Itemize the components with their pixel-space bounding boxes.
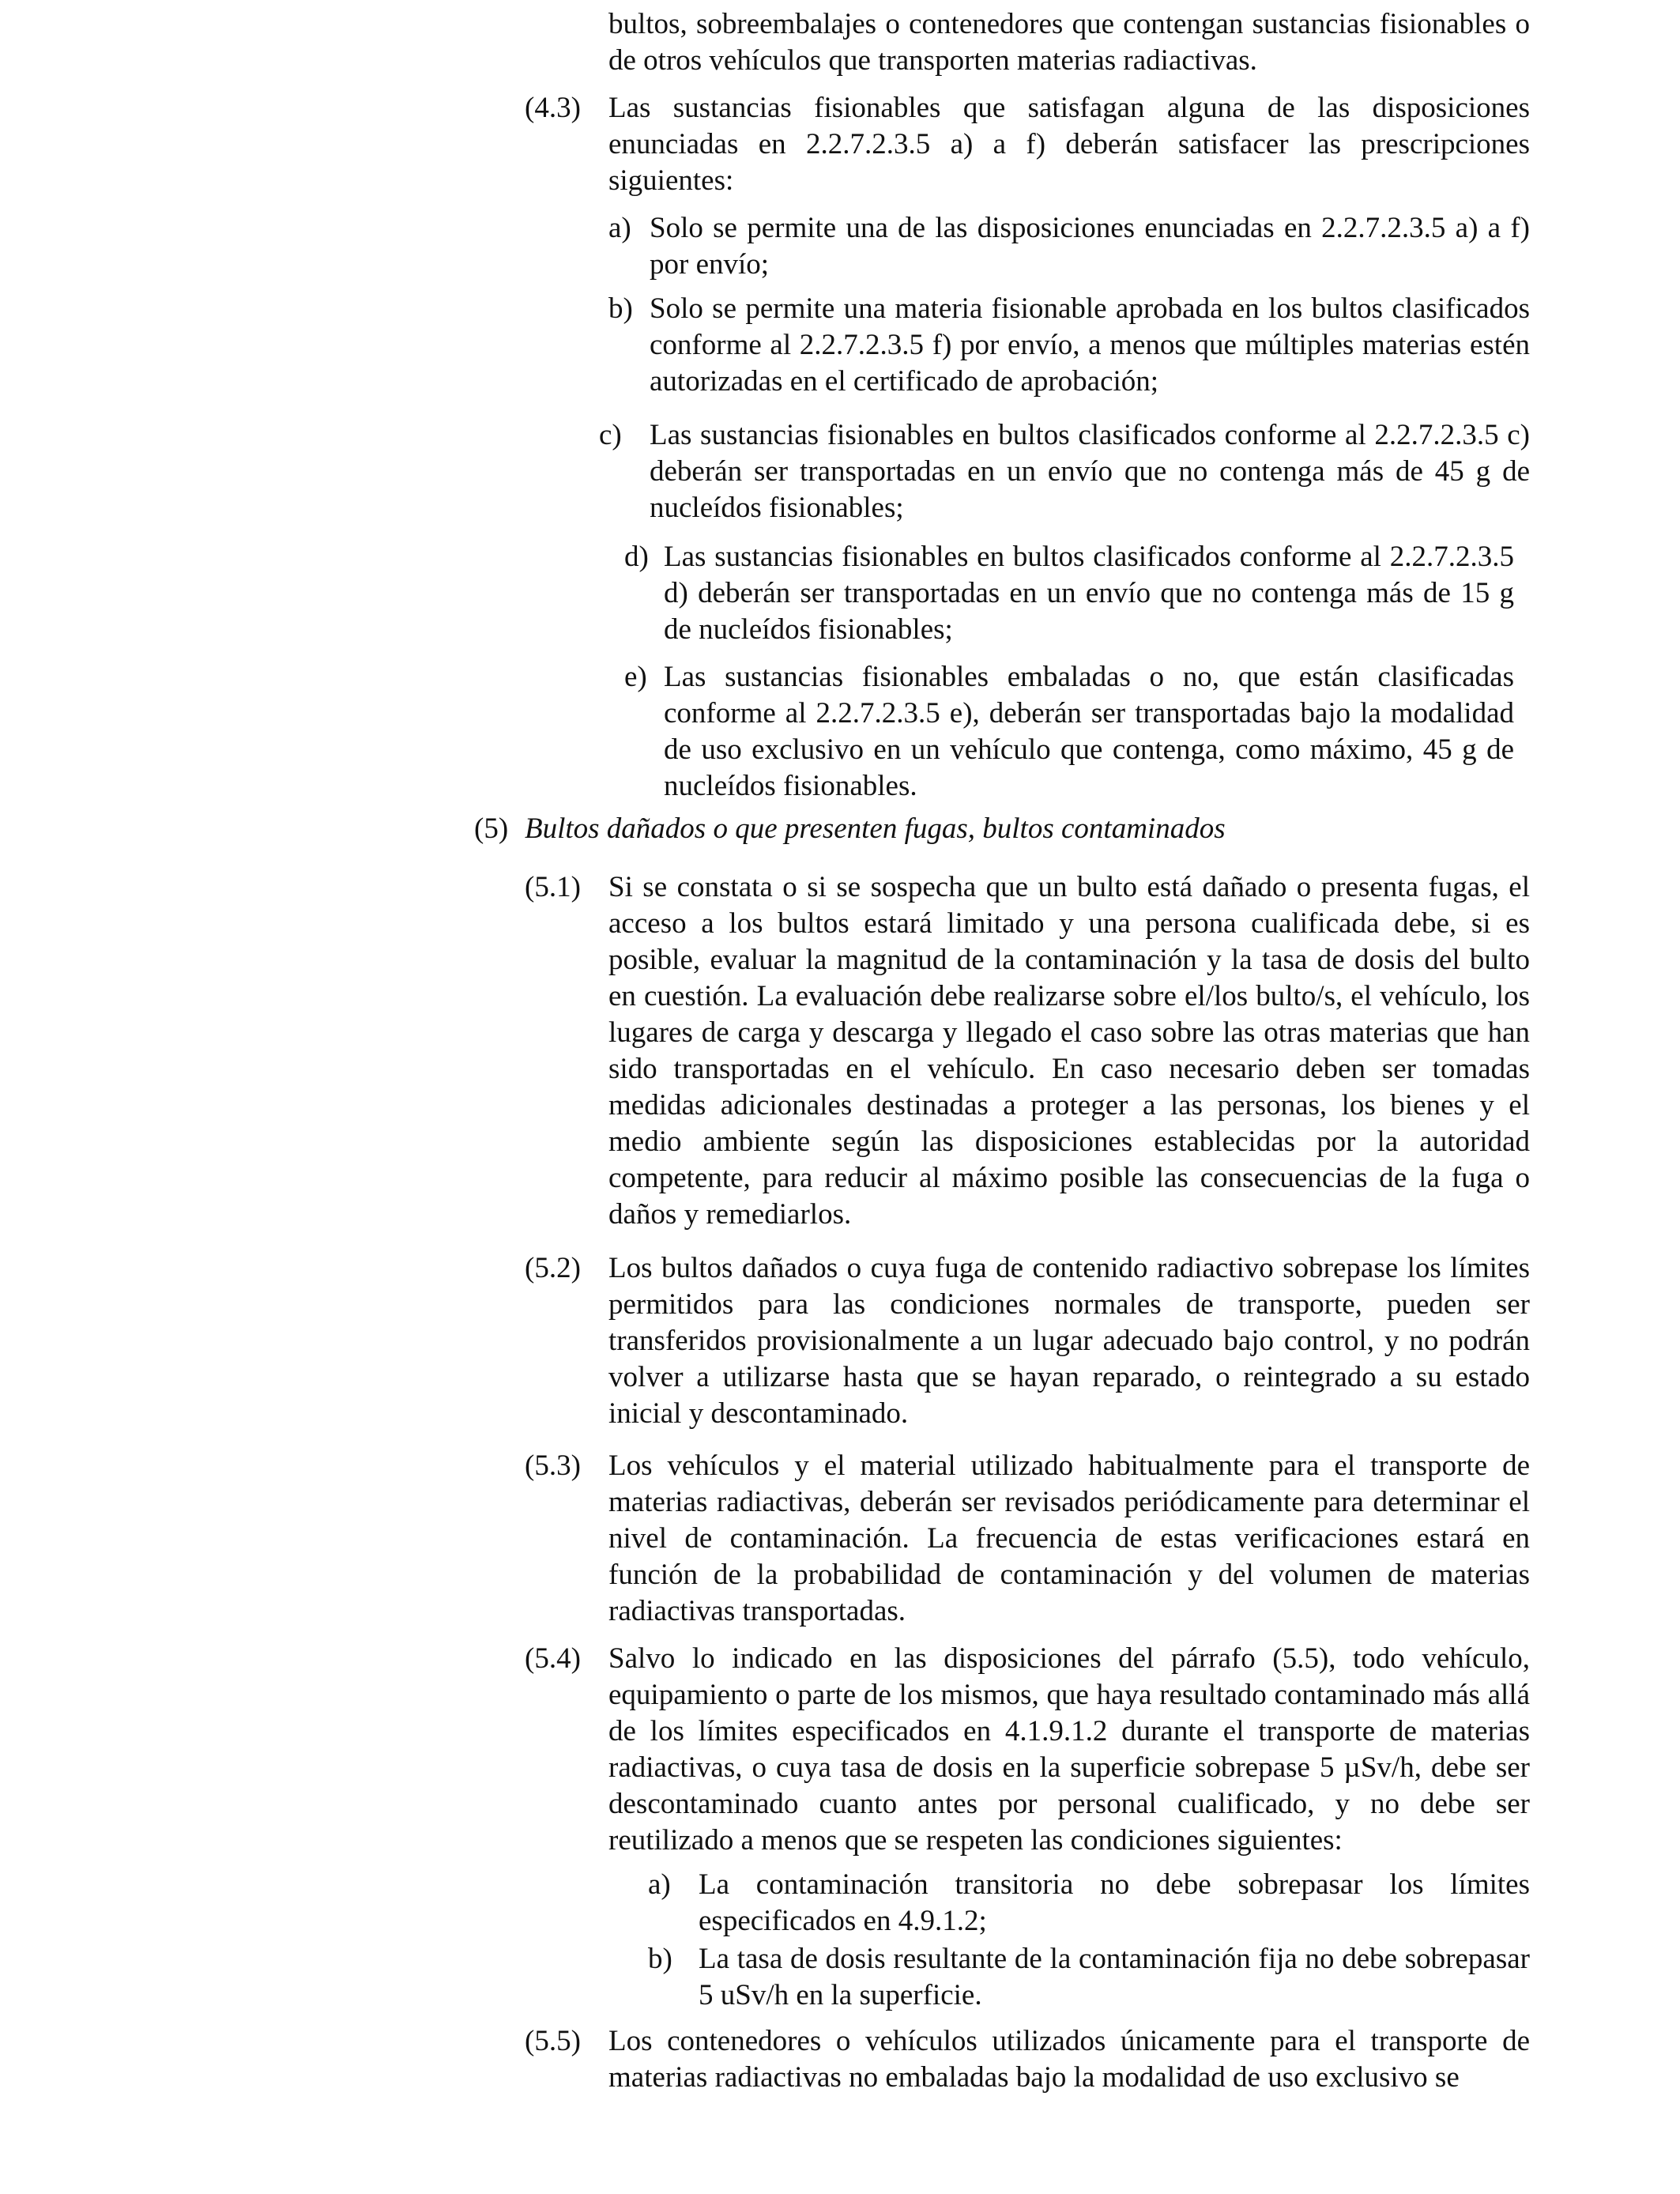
section-title-5: Bultos dañados o que presenten fugas, bultos contaminados	[525, 812, 1226, 845]
list-letter-4-3-d: d)	[624, 541, 649, 573]
section-number-5-4: (5.4)	[525, 1642, 581, 1675]
list-item-4-3-a: Solo se permite una de las disposiciones enunciadas en 2.2.7.2.3.5 a) a f) por envío;	[650, 212, 1530, 281]
list-letter-4-3-a: a)	[608, 212, 631, 244]
section-text-5-3: Los vehículos y el material utilizado habitualmente para el transporte de materias radiactivas, deberán ser revisados periódicamente para determinar el nivel de contaminación. La frecuencia de estas verificaciones estará en función de la probabilidad de contaminación y del volumen de materias radiactivas transportadas.	[608, 1449, 1530, 1627]
section-number-5-5: (5.5)	[525, 2025, 581, 2057]
list-item-4-3-c: Las sustancias fisionables en bultos clasificados conforme al 2.2.7.2.3.5 c) deberán ser transportadas en un envío que no contenga más de 45 g de nucleídos fisionables;	[650, 419, 1530, 524]
list-letter-4-3-b: b)	[608, 292, 633, 325]
continued-paragraph: bultos, sobreembalajes o contenedores que contengan sustancias fisionables o de otros vehículos que transporten materias radiactivas.	[608, 8, 1530, 77]
list-item-4-3-e: Las sustancias fisionables embaladas o no, que están clasificadas conforme al 2.2.7.2.3.5 e), deberán ser transportadas bajo la modalidad de uso exclusivo en un vehículo que contenga, como máximo, 45 g de nucleídos fisionables.	[664, 661, 1514, 802]
section-text-5-4: Salvo lo indicado en las disposiciones del párrafo (5.5), todo vehículo, equipamiento o parte de los mismos, que haya resultado contaminado más allá de los límites especificados en 4.1.9.1.2 durante el transporte de materias radiactivas, o cuya tasa de dosis en la superficie sobrepase 5 µSv/h, debe ser descontaminado cuanto antes por personal cualificado, y no debe ser reutilizado a menos que se respeten las condiciones siguientes:	[608, 1642, 1530, 1857]
list-letter-4-3-e: e)	[624, 661, 647, 693]
section-text-5-2: Los bultos dañados o cuya fuga de contenido radiactivo sobrepase los límites permitidos para las condiciones normales de transporte, pueden ser transferidos provisionalmente a un lugar adecuado bajo control, y no podrán volver a utilizarse hasta que se hayan reparado, o reintegrado a su estado inicial y descontaminado.	[608, 1252, 1530, 1430]
list-letter-5-4-b: b)	[648, 1943, 672, 1975]
section-number-5-1: (5.1)	[525, 871, 581, 903]
list-letter-4-3-c: c)	[599, 419, 622, 451]
list-letter-5-4-a: a)	[648, 1868, 671, 1901]
section-number-4-3: (4.3)	[525, 92, 581, 124]
list-item-4-3-d: Las sustancias fisionables en bultos clasificados conforme al 2.2.7.2.3.5 d) deberán ser transportadas en un envío que no contenga más de 15 g de nucleídos fisionables;	[664, 541, 1514, 646]
section-text-4-3: Las sustancias fisionables que satisfagan alguna de las disposiciones enunciadas en 2.2.7.2.3.5 a) a f) deberán satisfacer las prescripciones siguientes:	[608, 92, 1530, 197]
section-number-5-2: (5.2)	[525, 1252, 581, 1284]
section-number-5-3: (5.3)	[525, 1449, 581, 1482]
section-number-5: (5)	[474, 812, 509, 845]
list-item-5-4-b: La tasa de dosis resultante de la contaminación fija no debe sobrepasar 5 uSv/h en la superficie.	[699, 1943, 1530, 2011]
list-item-4-3-b: Solo se permite una materia fisionable aprobada en los bultos clasificados conforme al 2.2.7.2.3.5 f) por envío, a menos que múltiples materias estén autorizadas en el certificado de aprobación;	[650, 292, 1530, 398]
section-text-5-5: Los contenedores o vehículos utilizados únicamente para el transporte de materias radiactivas no embaladas bajo la modalidad de uso exclusivo se	[608, 2025, 1530, 2094]
section-text-5-1: Si se constata o si se sospecha que un bulto está dañado o presenta fugas, el acceso a los bultos estará limitado y una persona cualificada debe, si es posible, evaluar la magnitud de la contaminación y la tasa de dosis del bulto en cuestión. La evaluación debe realizarse sobre el/los bulto/s, el vehículo, los lugares de carga y descarga y llegado el caso sobre las otras materias que han sido transportadas en el vehículo. En caso necesario deben ser tomadas medidas adicionales destinadas a proteger a las personas, los bienes y el medio ambiente según las disposiciones establecidas por la autoridad competente, para reducir al máximo posible las consecuencias de la fuga o daños y remediarlos.	[608, 871, 1530, 1231]
list-item-5-4-a: La contaminación transitoria no debe sobrepasar los límites especificados en 4.9.1.2;	[699, 1868, 1530, 1937]
